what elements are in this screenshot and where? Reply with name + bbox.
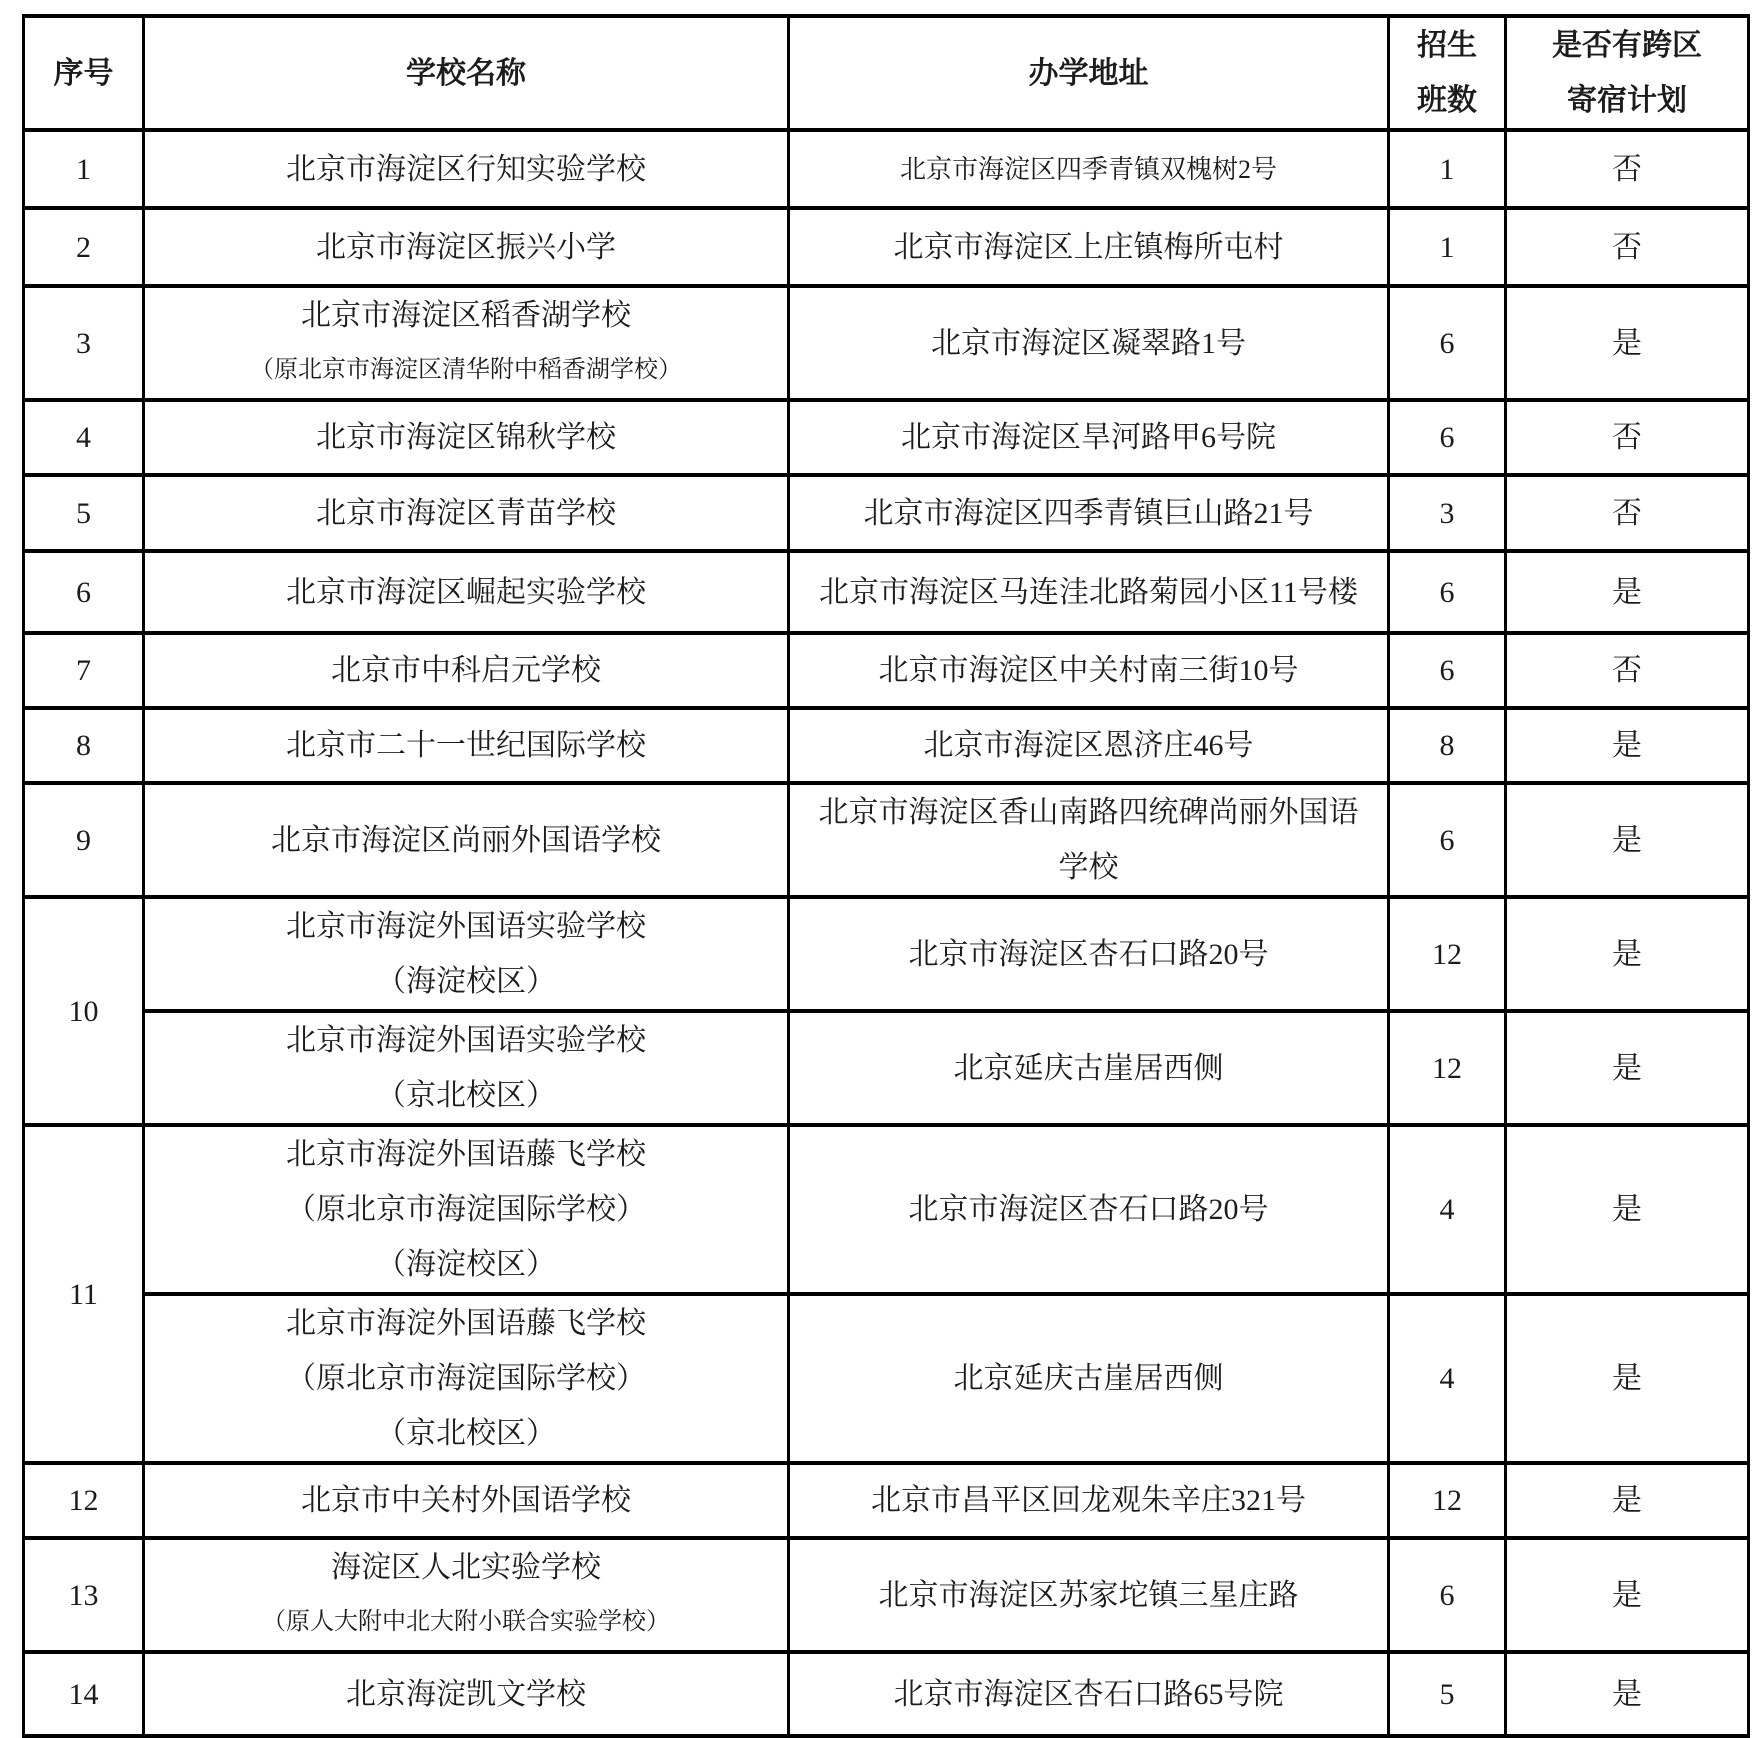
cell-school-name [144,1011,789,1125]
classes-count: 6 [1439,575,1455,609]
cell-school-name [144,475,789,551]
cell-address [789,551,1389,633]
cell-address [789,783,1389,897]
cell-classes [1389,1011,1506,1125]
school-name: 北京市海淀外国语藤飞学校 [286,1307,646,1340]
row-no: 6 [76,575,91,609]
cell-address [789,1294,1389,1463]
cell-address [789,1538,1389,1652]
cell-school-name [144,1294,789,1463]
header-address [789,16,1389,130]
cell-classes [1389,1538,1506,1652]
table-row [24,1652,1749,1736]
cell-classes [1389,130,1506,208]
boarding-flag: 是 [1612,575,1642,609]
school-name: 北京市二十一世纪国际学校 [286,729,646,762]
classes-count: 5 [1439,1677,1455,1711]
boarding-flag: 否 [1612,230,1642,264]
school-name: 北京市海淀区稻香湖学校 [301,299,631,332]
school-address: 北京市海淀区马连洼北路菊园小区11号楼 [819,575,1358,609]
table-row [24,400,1749,475]
cell-no [24,897,144,1125]
school-name: 北京市中科启元学校 [331,654,601,687]
classes-count: 6 [1439,823,1455,857]
header-classes-line1: 招生 [1417,29,1477,62]
school-campus: （海淀校区） [376,965,556,998]
boarding-flag: 是 [1612,937,1642,971]
cell-school-name [144,1463,789,1538]
school-address: 北京市海淀区杏石口路65号院 [893,1677,1284,1711]
cell-school-name [144,1538,789,1652]
cell-boarding [1506,783,1749,897]
header-boarding [1506,16,1749,130]
cell-boarding [1506,475,1749,551]
header-row [24,16,1749,130]
row-no: 13 [68,1578,99,1612]
school-address: 北京市海淀区苏家坨镇三星庄路 [878,1578,1299,1612]
classes-count: 12 [1432,1051,1462,1085]
school-name: 北京市海淀外国语藤飞学校 [286,1138,646,1171]
boarding-flag: 是 [1612,326,1642,360]
cell-classes [1389,551,1506,633]
boarding-flag: 是 [1612,729,1642,762]
school-address: 北京市海淀区四季青镇巨山路21号 [863,496,1314,530]
school-campus: （京北校区） [376,1417,556,1450]
school-address: 北京市海淀区香山南路四统碑尚丽外国语 [818,796,1359,829]
row-no: 3 [76,326,91,360]
table-row [24,1463,1749,1538]
school-name: 北京市海淀区青苗学校 [316,496,616,530]
cell-boarding [1506,1463,1749,1538]
cell-address [789,708,1389,783]
cell-no [24,475,144,551]
classes-count: 12 [1432,937,1462,971]
school-name: 北京海淀凯文学校 [346,1677,586,1711]
school-name: 北京市海淀区锦秋学校 [316,421,616,454]
table-row [24,1538,1749,1652]
cell-boarding [1506,551,1749,633]
school-address: 北京延庆古崖居西侧 [953,1362,1224,1395]
school-name: 北京市海淀区行知实验学校 [286,152,646,186]
cell-school-name [144,551,789,633]
row-no: 7 [76,654,91,687]
header-school-name [144,16,789,130]
table-row [24,286,1749,400]
cell-classes [1389,897,1506,1011]
cell-classes [1389,208,1506,286]
table-row [24,633,1749,708]
cell-boarding [1506,1125,1749,1294]
boarding-flag: 是 [1612,1484,1642,1517]
cell-no [24,130,144,208]
header-no [24,16,144,130]
schools-table [22,14,1750,1738]
classes-count: 6 [1439,654,1455,687]
cell-address [789,475,1389,551]
boarding-flag: 否 [1612,496,1642,530]
classes-count: 3 [1439,496,1455,530]
table-row [24,1294,1749,1463]
cell-boarding [1506,633,1749,708]
cell-no [24,551,144,633]
cell-boarding [1506,208,1749,286]
school-address: 北京市海淀区上庄镇梅所屯村 [893,230,1284,264]
cell-classes [1389,1125,1506,1294]
classes-count: 1 [1439,152,1455,186]
header-school-name-label: 学校名称 [406,56,526,90]
school-name-note: （原北京市海淀国际学校） [286,1362,646,1395]
table-row [24,708,1749,783]
cell-classes [1389,633,1506,708]
row-no: 10 [68,994,99,1028]
header-address-label: 办学地址 [1028,56,1149,90]
school-address: 北京市海淀区四季青镇双槐树2号 [899,154,1277,184]
row-no: 14 [68,1677,99,1711]
row-no: 5 [76,496,91,530]
cell-no [24,1125,144,1463]
cell-school-name [144,633,789,708]
cell-school-name [144,208,789,286]
cell-school-name [144,1652,789,1736]
row-no: 4 [76,421,91,454]
school-name-note: （原北京市海淀国际学校） [286,1193,646,1226]
school-name-note: （原北京市海淀区清华附中稻香湖学校） [250,357,682,383]
school-address: 北京市海淀区杏石口路20号 [908,1193,1269,1226]
row-no: 2 [76,230,91,264]
cell-boarding [1506,400,1749,475]
cell-no [24,286,144,400]
row-no: 11 [69,1277,98,1311]
boarding-flag: 否 [1612,654,1642,687]
boarding-flag: 否 [1612,152,1642,186]
school-name: 北京市中关村外国语学校 [301,1484,631,1517]
table-row [24,1125,1749,1294]
school-address: 北京市海淀区旱河路甲6号院 [901,421,1276,454]
school-name: 北京市海淀外国语实验学校 [286,910,646,943]
cell-boarding [1506,130,1749,208]
table-row [24,897,1749,1011]
cell-address [789,1463,1389,1538]
cell-boarding [1506,1652,1749,1736]
table-row [24,1011,1749,1125]
cell-address [789,1011,1389,1125]
cell-no [24,783,144,897]
boarding-flag: 是 [1612,1578,1642,1612]
cell-no [24,1652,144,1736]
table-row [24,208,1749,286]
cell-address [789,1125,1389,1294]
row-no: 12 [68,1484,99,1517]
school-name: 北京市海淀区尚丽外国语学校 [271,823,661,857]
header-boarding-line2: 寄宿计划 [1567,84,1687,117]
header-no-label: 序号 [53,56,114,90]
school-address: 北京市海淀区中关村南三街10号 [878,654,1299,687]
cell-address [789,208,1389,286]
school-campus: （京北校区） [376,1079,556,1112]
cell-boarding [1506,1011,1749,1125]
cell-classes [1389,708,1506,783]
classes-count: 12 [1432,1484,1462,1517]
header-classes [1389,16,1506,130]
cell-address [789,633,1389,708]
classes-count: 4 [1439,1362,1455,1395]
classes-count: 8 [1439,729,1455,762]
cell-no [24,208,144,286]
school-address: 北京市昌平区回龙观朱辛庄321号 [871,1484,1306,1517]
cell-classes [1389,475,1506,551]
cell-school-name [144,286,789,400]
school-name-note: （原人大附中北大附小联合实验学校） [262,1609,670,1635]
boarding-flag: 是 [1612,1677,1642,1711]
classes-count: 1 [1439,230,1455,264]
cell-school-name [144,1125,789,1294]
cell-boarding [1506,708,1749,783]
cell-boarding [1506,286,1749,400]
cell-school-name [144,783,789,897]
cell-school-name [144,130,789,208]
row-no: 9 [76,823,91,857]
cell-no [24,708,144,783]
cell-classes [1389,1294,1506,1463]
table-row [24,551,1749,633]
classes-count: 6 [1439,326,1455,360]
school-name: 北京市海淀区振兴小学 [316,230,616,264]
cell-address [789,1652,1389,1736]
row-no: 1 [76,152,91,186]
school-address: 学校 [1058,851,1119,884]
school-address: 北京延庆古崖居西侧 [953,1051,1224,1085]
cell-address [789,400,1389,475]
boarding-flag: 是 [1612,1051,1642,1085]
header-boarding-line1: 是否有跨区 [1552,29,1702,62]
cell-no [24,633,144,708]
table-row [24,130,1749,208]
school-address: 北京市海淀区恩济庄46号 [923,729,1254,762]
cell-address [789,286,1389,400]
school-name: 北京市海淀外国语实验学校 [286,1024,646,1057]
classes-count: 6 [1439,421,1455,454]
school-address: 北京市海淀区凝翠路1号 [931,326,1246,360]
school-campus: （海淀校区） [376,1248,556,1281]
classes-count: 4 [1439,1193,1455,1226]
boarding-flag: 是 [1612,1193,1642,1226]
cell-address [789,130,1389,208]
school-name: 北京市海淀区崛起实验学校 [286,575,646,609]
row-no: 8 [76,729,91,762]
cell-school-name [144,708,789,783]
cell-school-name [144,897,789,1011]
boarding-flag: 是 [1612,1362,1642,1395]
cell-boarding [1506,1294,1749,1463]
table-row [24,475,1749,551]
cell-classes [1389,1463,1506,1538]
cell-school-name [144,400,789,475]
cell-boarding [1506,897,1749,1011]
cell-classes [1389,400,1506,475]
school-name: 海淀区人北实验学校 [331,1551,601,1584]
cell-no [24,1463,144,1538]
table-row [24,783,1749,897]
boarding-flag: 是 [1612,823,1642,857]
cell-classes [1389,286,1506,400]
school-address: 北京市海淀区杏石口路20号 [908,937,1269,971]
cell-boarding [1506,1538,1749,1652]
classes-count: 6 [1439,1578,1455,1612]
cell-no [24,400,144,475]
cell-classes [1389,783,1506,897]
boarding-flag: 否 [1612,421,1642,454]
cell-classes [1389,1652,1506,1736]
cell-no [24,1538,144,1652]
header-classes-line2: 班数 [1417,84,1477,117]
cell-address [789,897,1389,1011]
